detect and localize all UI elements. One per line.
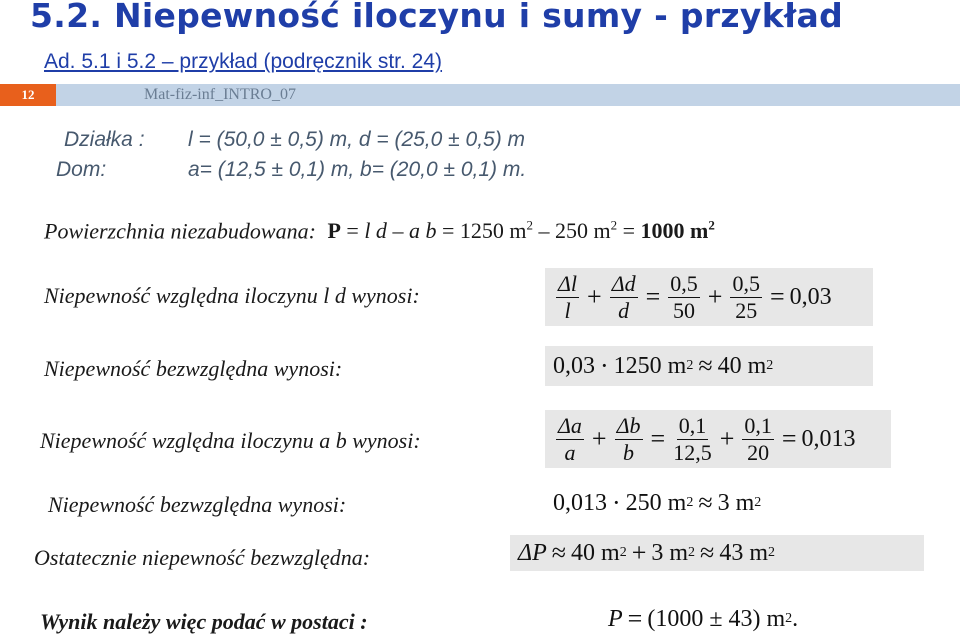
- result-value: 0,03: [789, 283, 832, 310]
- area-line: [44, 218, 715, 244]
- formula-total-uncertainty: ΔP ≈ 40 m 2 + 3 m 2 ≈ 43 m 2: [510, 535, 924, 571]
- total-uncertainty-label: Ostatecznie niepewność bezwzględna:: [34, 545, 371, 570]
- absolute-ld-label: Niepewność bezwzględna wynosi:: [44, 356, 343, 381]
- fraction: $\frac{\Delta a}{a}$: [558, 412, 582, 465]
- formula-relative-ld: $\frac{\Delta l}{l}$ + $\frac{\Delta d}{d}$ = $\frac{0,5}{50}$ + $\frac{0,5}{25}$ = 0,03: [545, 268, 873, 326]
- course-code: Mat-fiz-inf_INTRO_07: [144, 86, 296, 103]
- house-label: Dom:: [56, 158, 107, 181]
- plot-dimensions: l = (50,0 ± 0,5) m, d = (25,0 ± 0,5) m: [188, 128, 526, 151]
- relative-ab-label: Niepewność względna iloczynu a b wynosi:: [40, 428, 421, 453]
- result-value: 0,013: [801, 425, 856, 452]
- fraction: $\frac{0,5}{25}$: [732, 270, 760, 323]
- absolute-ab-label: Niepewność bezwzględna wynosi:: [48, 492, 347, 517]
- fraction: $\frac{\Delta b}{b}$: [616, 412, 641, 465]
- fraction: $\frac{0,1}{12,5}$: [673, 412, 712, 465]
- fraction: $\frac{0,5}{50}$: [670, 270, 698, 323]
- formula-final-result: P = (1000 ± 43) m 2 .: [600, 600, 878, 638]
- formula-relative-ab: $\frac{\Delta a}{a}$ + $\frac{\Delta b}{b}$ = $\frac{0,1}{12,5}$ + $\frac{0,1}{20}$ = 0,013: [545, 410, 891, 468]
- fraction: $\frac{\Delta l}{l}$: [558, 270, 578, 323]
- area-formula: P = l d – a b = 1250 $m^2 - 250$ $m^2 = 1000$ $m^2$: [327, 218, 715, 244]
- relative-ld-label: Niepewność względna iloczynu l d wynosi:: [44, 283, 420, 308]
- formula-absolute-ab: 0,013 · 250 m 2 ≈ 3 m 2: [545, 483, 873, 523]
- fraction: $\frac{0,1}{20}$: [744, 412, 772, 465]
- slide-title: 5.2. Niepewność iloczynu i sumy - przykład: [30, 0, 843, 35]
- final-result-label: Wynik należy więc podać w postaci :: [40, 609, 368, 634]
- formula-absolute-ld: 0,03 · 1250 m 2 ≈ 40 m 2: [545, 346, 873, 386]
- plot-label: Działka :: [64, 128, 145, 151]
- page-number: 12: [0, 84, 56, 106]
- fraction: $\frac{\Delta d}{d}$: [611, 270, 636, 323]
- slide-subtitle: Ad. 5.1 i 5.2 – przykład (podręcznik str. 24): [44, 50, 443, 73]
- house-dimensions: a= (12,5 ± 0,1) m, b= (20,0 ± 0,1) m.: [188, 158, 527, 181]
- area-label: Powierzchnia niezabudowana:: [44, 218, 316, 244]
